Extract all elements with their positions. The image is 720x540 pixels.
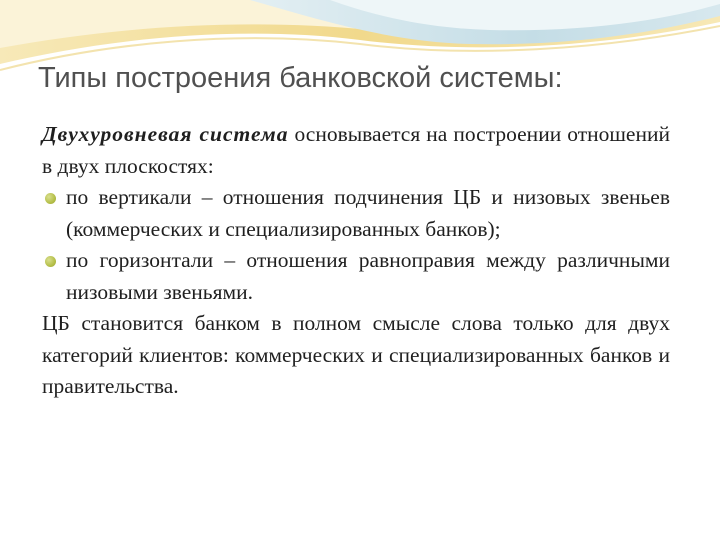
bullet-dot-icon	[45, 256, 56, 267]
intro-paragraph	[42, 119, 670, 182]
bullet-text: по горизонтали – отношения равноправия между различными низовыми звеньями.	[66, 248, 670, 304]
list-item	[42, 245, 670, 308]
intro-text: основывается на построении отношений в двух плоскостях:	[42, 122, 670, 178]
list-item	[42, 182, 670, 245]
conclusion-paragraph: ЦБ становится банком в полном смысле слова только для двух категорий клиентов: коммерческих и специализированных банков и правительства.	[42, 311, 670, 398]
intro-term: Двухуровневая система	[42, 122, 289, 146]
bullet-text: по вертикали – отношения подчинения ЦБ и низовых звеньев (коммерческих и специализированных банков);	[66, 185, 670, 241]
slide-title: Типы построения банковской системы:	[38, 62, 563, 94]
bullet-list	[42, 182, 670, 308]
slide-body	[42, 119, 670, 403]
bullet-dot-icon	[45, 193, 56, 204]
